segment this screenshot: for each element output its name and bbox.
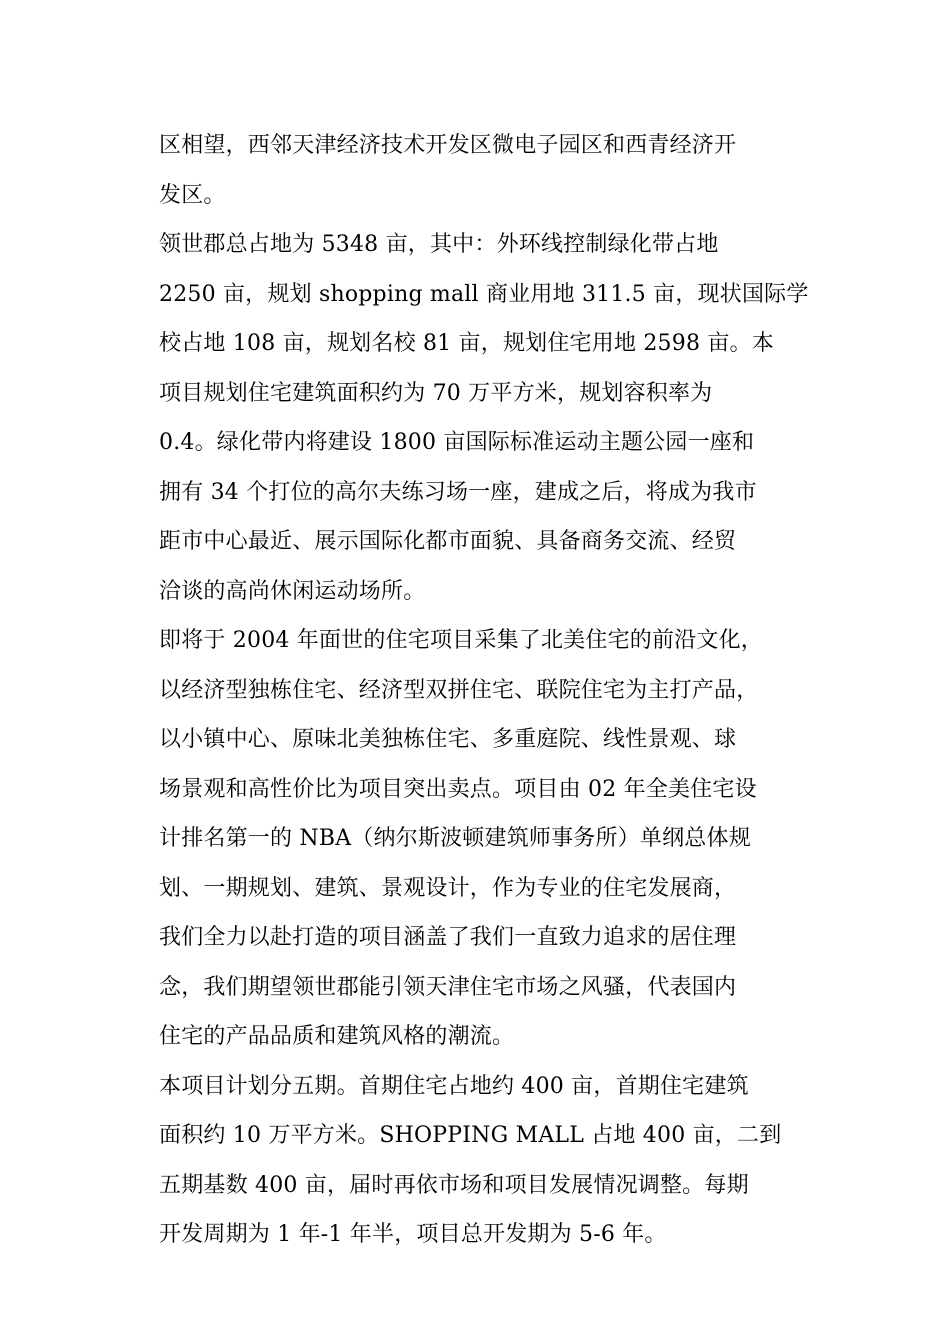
paragraph-location — [159, 121, 834, 220]
paragraph-project-concept — [159, 616, 834, 1062]
text-line: 面积约 10 万平方米。SHOPPING MALL 占地 400 亩，二到 — [159, 1123, 782, 1148]
text-line: 划、一期规划、建筑、景观设计，作为专业的住宅发展商， — [159, 875, 737, 901]
text-line: 住宅的产品品质和建筑风格的潮流。 — [159, 1024, 515, 1049]
text-line: 念，我们期望领世郡能引领天津住宅市场之风骚，代表国内 — [159, 974, 737, 1000]
text-line: 以小镇中心、原味北美独栋住宅、多重庭院、线性景观、球 — [159, 727, 737, 752]
text-line: 计排名第一的 NBA（纳尔斯波顿建筑师事务所）单纲总体规 — [159, 826, 751, 851]
text-line: 区相望，西邻天津经济技术开发区微电子园区和西青经济开 — [159, 133, 737, 158]
text-line: 即将于 2004 年面世的住宅项目采集了北美住宅的前沿文化， — [159, 628, 763, 653]
text-line: 场景观和高性价比为项目突出卖点。项目由 02 年全美住宅设 — [159, 776, 757, 802]
text-line: 发区。 — [159, 182, 226, 208]
text-line: 开发周期为 1 年-1 年半，项目总开发期为 5-6 年。 — [159, 1222, 667, 1247]
text-line: 领世郡总占地为 5348 亩，其中：外环线控制绿化带占地 — [159, 232, 719, 257]
paragraph-phases — [159, 1062, 834, 1260]
text-line: 我们全力以赴打造的项目涵盖了我们一直致力追求的居住理 — [159, 925, 737, 950]
text-line: 以经济型独栋住宅、经济型双拼住宅、联院住宅为主打产品， — [159, 677, 759, 703]
text-line: 拥有 34 个打位的高尔夫练习场一座，建成之后，将成为我市 — [159, 479, 757, 505]
text-line: 距市中心最近、展示国际化都市面貌、具备商务交流、经贸 — [159, 529, 737, 554]
text-line: 本项目计划分五期。首期住宅占地约 400 亩，首期住宅建筑 — [159, 1073, 749, 1099]
text-line: 五期基数 400 亩，届时再依市场和项目发展情况调整。每期 — [159, 1172, 749, 1198]
text-line: 洽谈的高尚休闲运动场所。 — [159, 578, 426, 604]
document-page — [159, 121, 834, 1260]
text-line: 2250 亩，规划 shopping mall 商业用地 311.5 亩，现状国际学 — [159, 281, 809, 307]
text-line: 0.4。绿化带内将建设 1800 亩国际标准运动主题公园一座和 — [159, 430, 755, 455]
text-line: 项目规划住宅建筑面积约为 70 万平方米，规划容积率为 — [159, 380, 713, 406]
paragraph-land-use — [159, 220, 834, 616]
text-line: 校占地 108 亩，规划名校 81 亩，规划住宅用地 2598 亩。本 — [159, 331, 774, 356]
